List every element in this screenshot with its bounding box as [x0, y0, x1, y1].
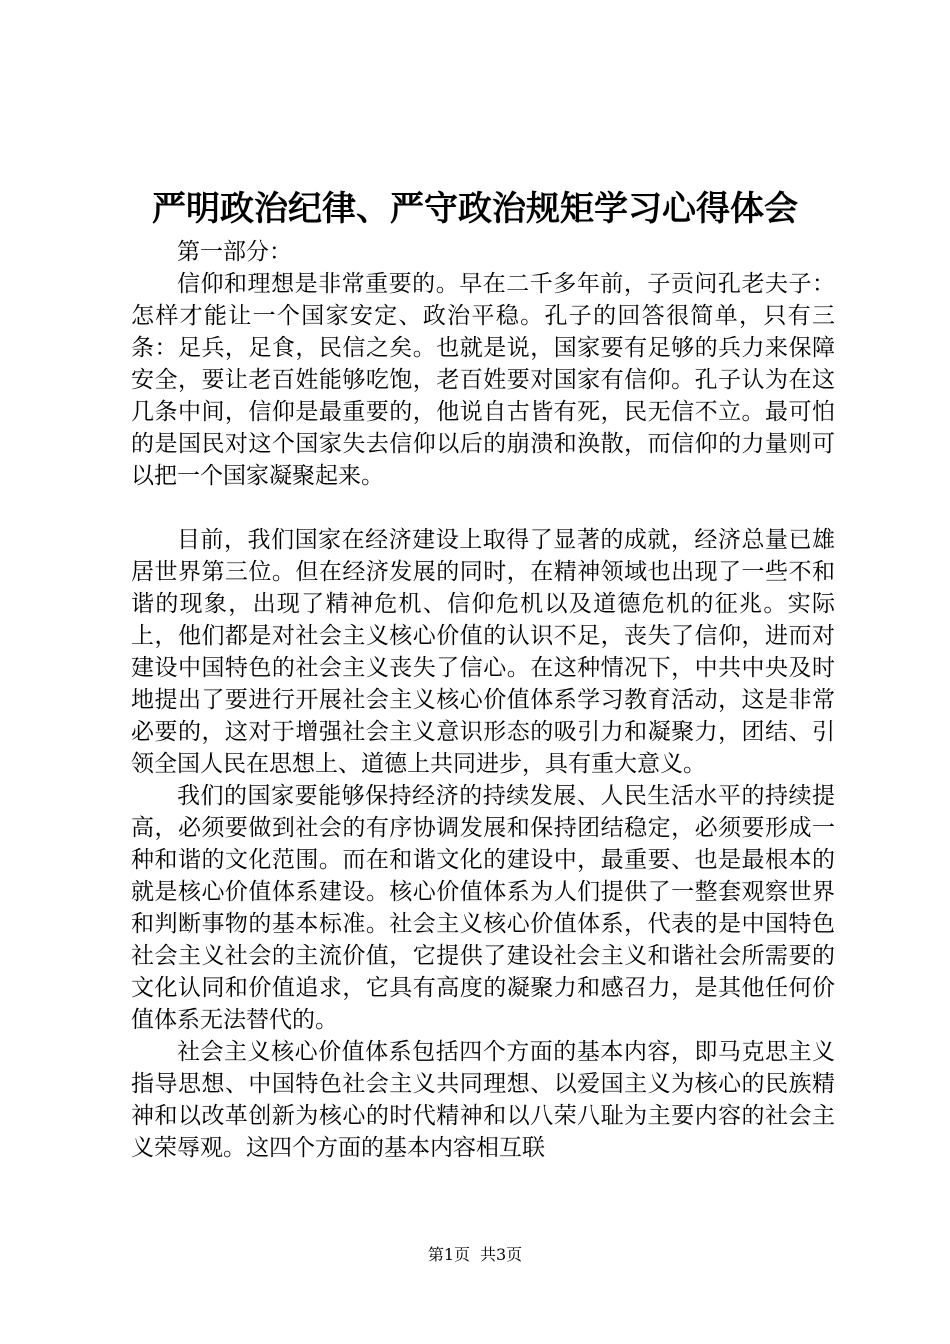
document-title: 严明政治纪律、严守政治规矩学习心得体会: [152, 189, 798, 229]
document-body: [131, 236, 835, 1164]
page-total: 共3页: [480, 1245, 523, 1264]
section-label: 第一部分：: [177, 239, 292, 265]
paragraph-3: 我们的国家要能够保持经济的持续发展、人民生活水平的持续提高，必须要做到社会的有序协调发展和保持团结稳定，必须要形成一种和谐的文化范围。而在和谐文化的建设中，最重要、也是最根本的就是核心价值体系建设。核心价值体系为人们提供了一整套观察世界和判断事物的基本标准。社会主义核心价值体系，代表的是中国特色社会主义社会的主流价值，它提供了建设社会主义和谐社会所需要的文化认同和价值追求，它具有高度的凝聚力和感召力，是其他任何价值体系无法替代的。: [131, 783, 835, 1033]
paragraph-2: 目前，我们国家在经济建设上取得了显著的成就，经济总量已雄居世界第三位。但在经济发展的同时，在精神领域也出现了一些不和谐的现象，出现了精神危机、信仰危机以及道德危机的征兆。实际上，他们都是对社会主义核心价值的认识不足，丧失了信仰，进而对建设中国特色的社会主义丧失了信心。在这种情况下，中共中央及时地提出了要进行开展社会主义核心价值体系学习教育活动，这是非常必要的，这对于增强社会主义意识形态的吸引力和凝聚力，团结、引领全国人民在思想上、道德上共同进步，具有重大意义。: [131, 527, 835, 777]
page-footer: [0, 1244, 950, 1266]
paragraph-1: 信仰和理想是非常重要的。早在二千多年前，子贡问孔老夫子：怎样才能让一个国家安定、政治平稳。孔子的回答很简单，只有三条：足兵，足食，民信之矣。也就是说，国家要有足够的兵力来保障安全，要让老百姓能够吃饱，老百姓要对国家有信仰。孔子认为在这几条中间，信仰是最重要的，他说自古皆有死，民无信不立。最可怕的是国民对这个国家失去信仰以后的崩溃和涣散，而信仰的力量则可以把一个国家凝聚起来。: [131, 271, 835, 489]
page-number: 第1页: [427, 1245, 470, 1264]
paragraph-4: 社会主义核心价值体系包括四个方面的基本内容，即马克思主义指导思想、中国特色社会主义共同理想、以爱国主义为核心的民族精神和以改革创新为核心的时代精神和以八荣八耻为主要内容的社会主义荣辱观。这四个方面的基本内容相互联: [131, 1039, 835, 1161]
